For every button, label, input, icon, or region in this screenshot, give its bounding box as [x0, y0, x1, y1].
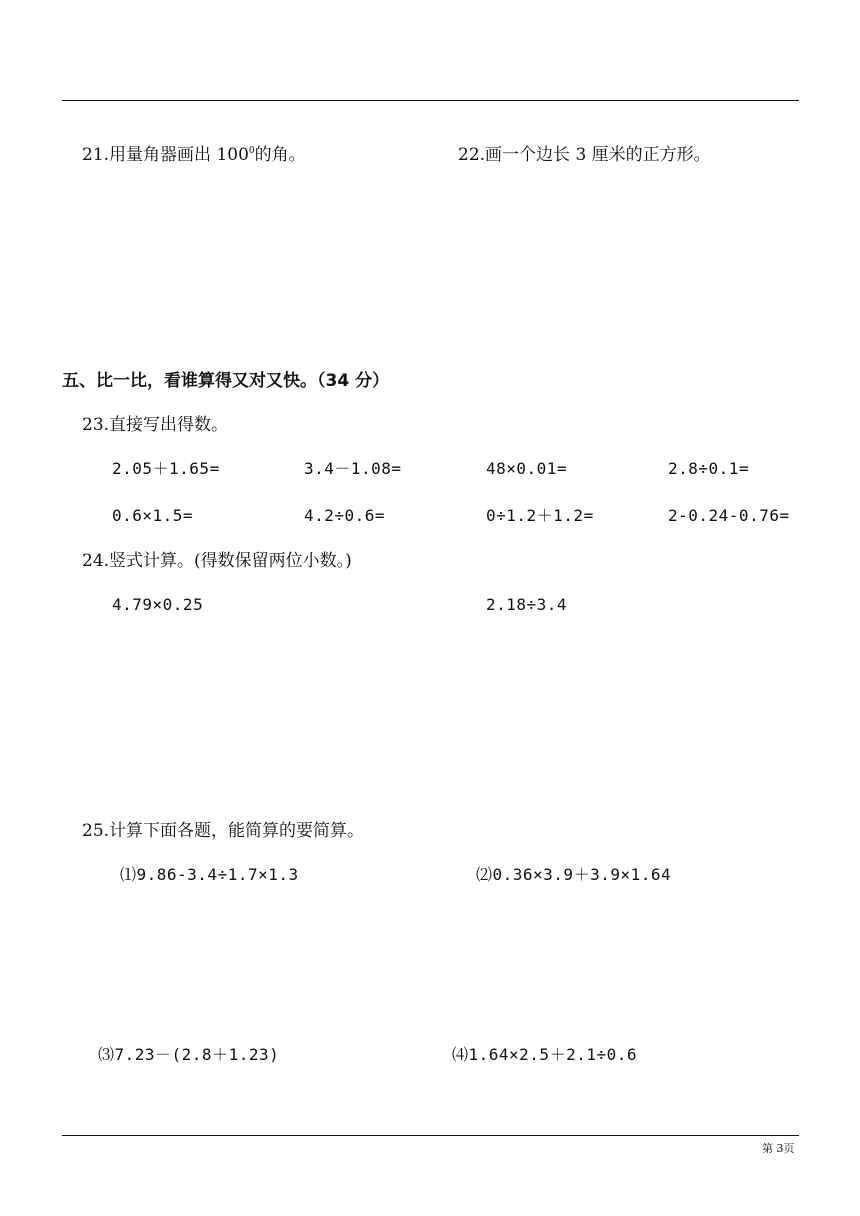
simplify-calc-item: ⑶7.23－(2.8＋1.23) — [98, 1045, 280, 1064]
footer-rule — [62, 1135, 799, 1136]
header-rule — [62, 100, 799, 101]
question-21 — [82, 144, 306, 166]
oral-calc-item: 2.05＋1.65= — [112, 459, 220, 478]
oral-calc-item: 0.6×1.5= — [112, 506, 194, 525]
simplify-calc-item: ⑵0.36×3.9＋3.9×1.64 — [476, 865, 672, 884]
vertical-calc-item: 4.79×0.25 — [112, 595, 204, 614]
section-5-title: 五、比一比，看谁算得又对又快。（34 分） — [62, 371, 390, 391]
simplify-calc-item: ⑷1.64×2.5＋2.1÷0.6 — [452, 1045, 637, 1064]
question-25-label: 25.计算下面各题，能简算的要简算。 — [82, 821, 365, 841]
question-24-label: 24.竖式计算。(得数保留两位小数。) — [82, 551, 352, 571]
oral-calc-item: 2.8÷0.1= — [668, 459, 750, 478]
vertical-calc-item: 2.18÷3.4 — [486, 595, 568, 614]
question-21-suffix: 的角。 — [254, 145, 306, 165]
page-number: 第 3页 — [762, 1142, 795, 1155]
oral-calc-item: 0÷1.2＋1.2= — [486, 506, 594, 525]
question-21-prefix: 21.用量角器画出 100 — [82, 145, 249, 165]
oral-calc-item: 2-0.24-0.76= — [668, 506, 790, 525]
question-23-label: 23.直接写出得数。 — [82, 415, 229, 435]
oral-calc-item: 3.4－1.08= — [304, 459, 402, 478]
degree-superscript: 0 — [248, 146, 255, 156]
oral-calc-item: 48×0.01= — [486, 459, 568, 478]
oral-calc-item: 4.2÷0.6= — [304, 506, 386, 525]
simplify-calc-item: ⑴9.86-3.4÷1.7×1.3 — [120, 865, 299, 884]
question-22: 22.画一个边长 3 厘米的正方形。 — [458, 145, 711, 165]
